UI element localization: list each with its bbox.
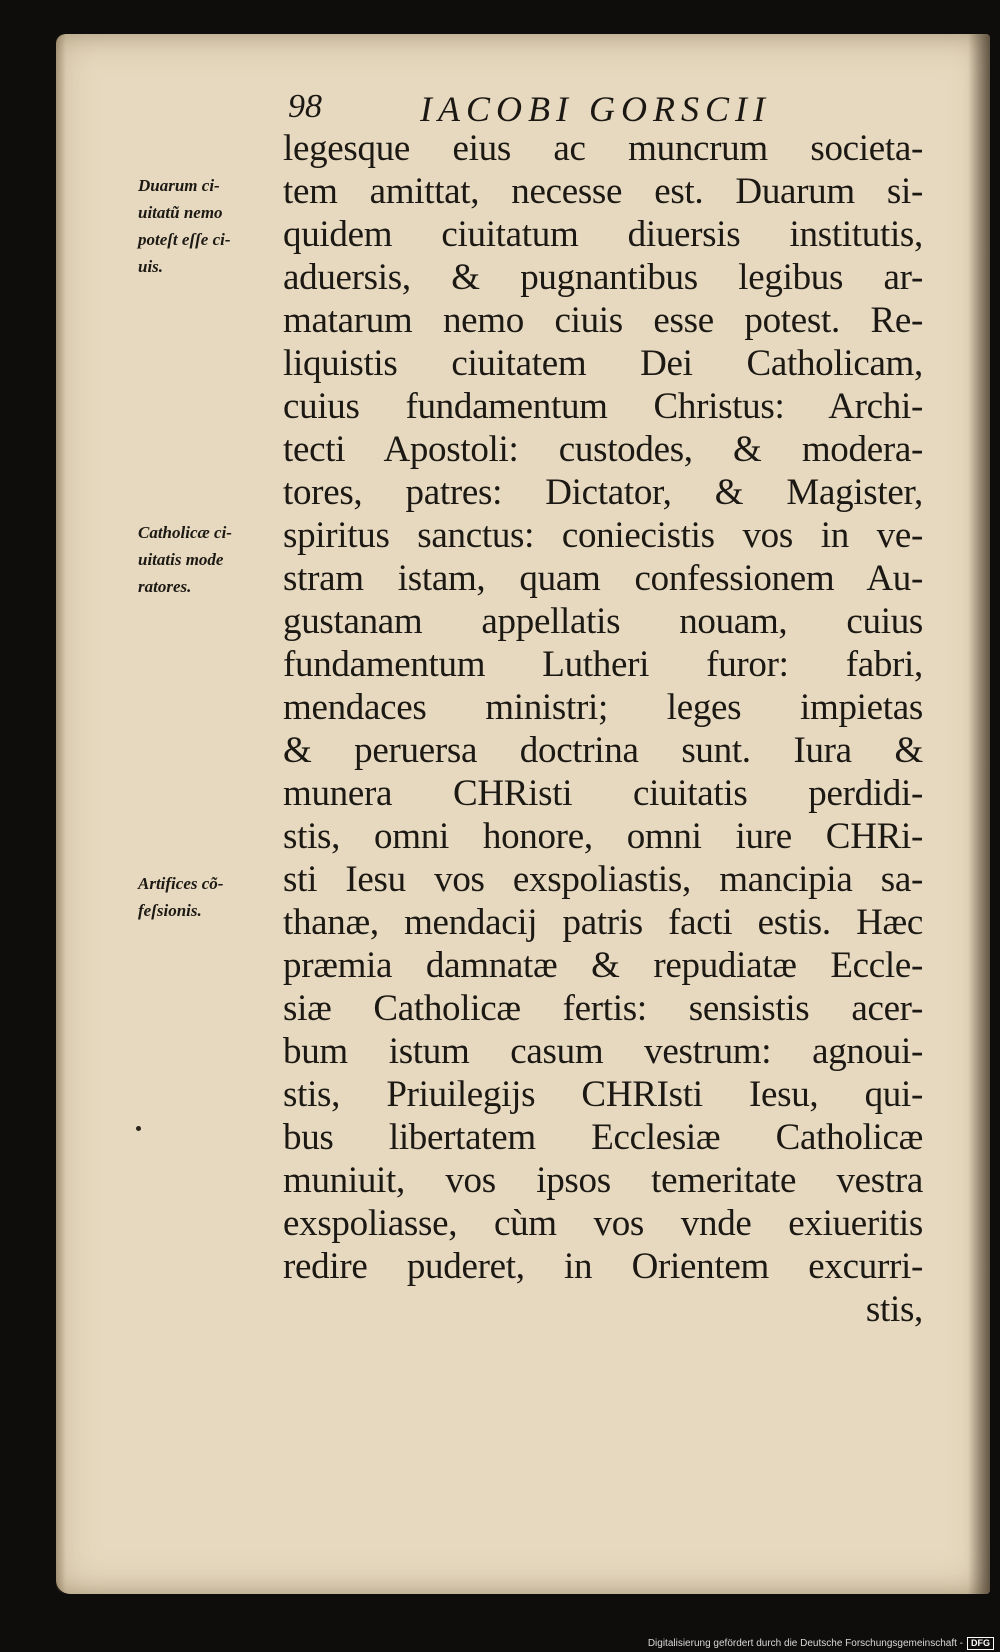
text-line: bum istum casum vestrum: agnoui-	[283, 1031, 923, 1072]
text-line: & peruersa doctrina sunt. Iura &	[283, 730, 923, 771]
page-number: 98	[288, 88, 322, 125]
marginal-note-line: ratores.	[138, 577, 192, 596]
digitization-credit	[648, 1637, 994, 1650]
dfg-logo: DFG	[967, 1637, 994, 1650]
marginal-note-line: Artifices cõ-	[138, 874, 224, 893]
marginal-note-line: uis.	[138, 257, 164, 276]
text-line: siæ Catholicæ fertis: sensistis acer-	[283, 988, 923, 1029]
text-line: mendaces ministri; leges impietas	[283, 687, 923, 728]
credit-text: Digitalisierung gefördert durch die Deutsche Forschungsgemeinschaft -	[647, 1638, 963, 1649]
text-line: fundamentum Lutheri furor: fabri,	[283, 644, 923, 685]
text-line: legesque eius ac muncrum societa-	[283, 128, 923, 169]
marginal-note-1	[138, 172, 278, 280]
body-text	[283, 127, 923, 1331]
text-line: liquistis ciuitatem Dei Catholicam,	[283, 343, 923, 384]
text-line: stis, Priuilegijs CHRIsti Iesu, qui-	[283, 1074, 923, 1115]
page-edge-shading	[56, 34, 66, 1594]
text-line: thanæ, mendacij patris facti estis. Hæc	[283, 902, 923, 943]
text-line: tores, patres: Dictator, & Magister,	[283, 472, 923, 513]
text-line: aduersis, & pugnantibus legibus ar-	[283, 257, 923, 298]
text-line: exspoliasse, cùm vos vnde exiueritis	[283, 1203, 923, 1244]
text-line: muniuit, vos ipsos temeritate vestra	[283, 1160, 923, 1201]
marginal-note-line: Catholicæ ci-	[138, 523, 232, 542]
text-line-catchword: stis,	[865, 1289, 923, 1330]
text-line: quidem ciuitatum diuersis institutis,	[283, 214, 923, 255]
running-title: IACOBI GORSCII	[420, 89, 771, 129]
text-line: cuius fundamentum Christus: Archi-	[283, 386, 923, 427]
marginal-note-line: uitatis mode	[138, 550, 224, 569]
text-line: bus libertatem Ecclesiæ Catholicæ	[283, 1117, 923, 1158]
marginal-note-line: feſsionis.	[138, 901, 202, 920]
text-line: sti Iesu vos exspoliastis, mancipia sa-	[283, 859, 923, 900]
text-line: spiritus sanctus: coniecistis vos in ve-	[283, 515, 923, 556]
binding-shadow	[968, 34, 990, 1594]
text-line: præmia damnatæ & repudiatæ Eccle-	[283, 945, 923, 986]
text-line: tecti Apostoli: custodes, & modera-	[283, 429, 923, 470]
marginal-note-2	[138, 519, 278, 600]
text-line: matarum nemo ciuis esse potest. Re-	[283, 300, 923, 341]
marginal-note-3	[138, 870, 278, 924]
text-line: gustanam appellatis nouam, cuius	[283, 601, 923, 642]
text-line: stram istam, quam confessionem Au-	[283, 558, 923, 599]
marginal-note-line: Duarum ci-	[138, 176, 220, 195]
text-line: stis, omni honore, omni iure CHRi-	[283, 816, 923, 857]
text-line: munera CHRisti ciuitatis perdidi-	[283, 773, 923, 814]
text-line: redire puderet, in Orientem excurri-	[283, 1246, 923, 1287]
text-line: tem amittat, necesse est. Duarum si-	[283, 171, 923, 212]
ink-spot	[136, 1126, 141, 1131]
marginal-note-line: poteſt eſſe ci-	[138, 230, 231, 249]
marginal-note-line: uitatũ nemo	[138, 203, 223, 222]
